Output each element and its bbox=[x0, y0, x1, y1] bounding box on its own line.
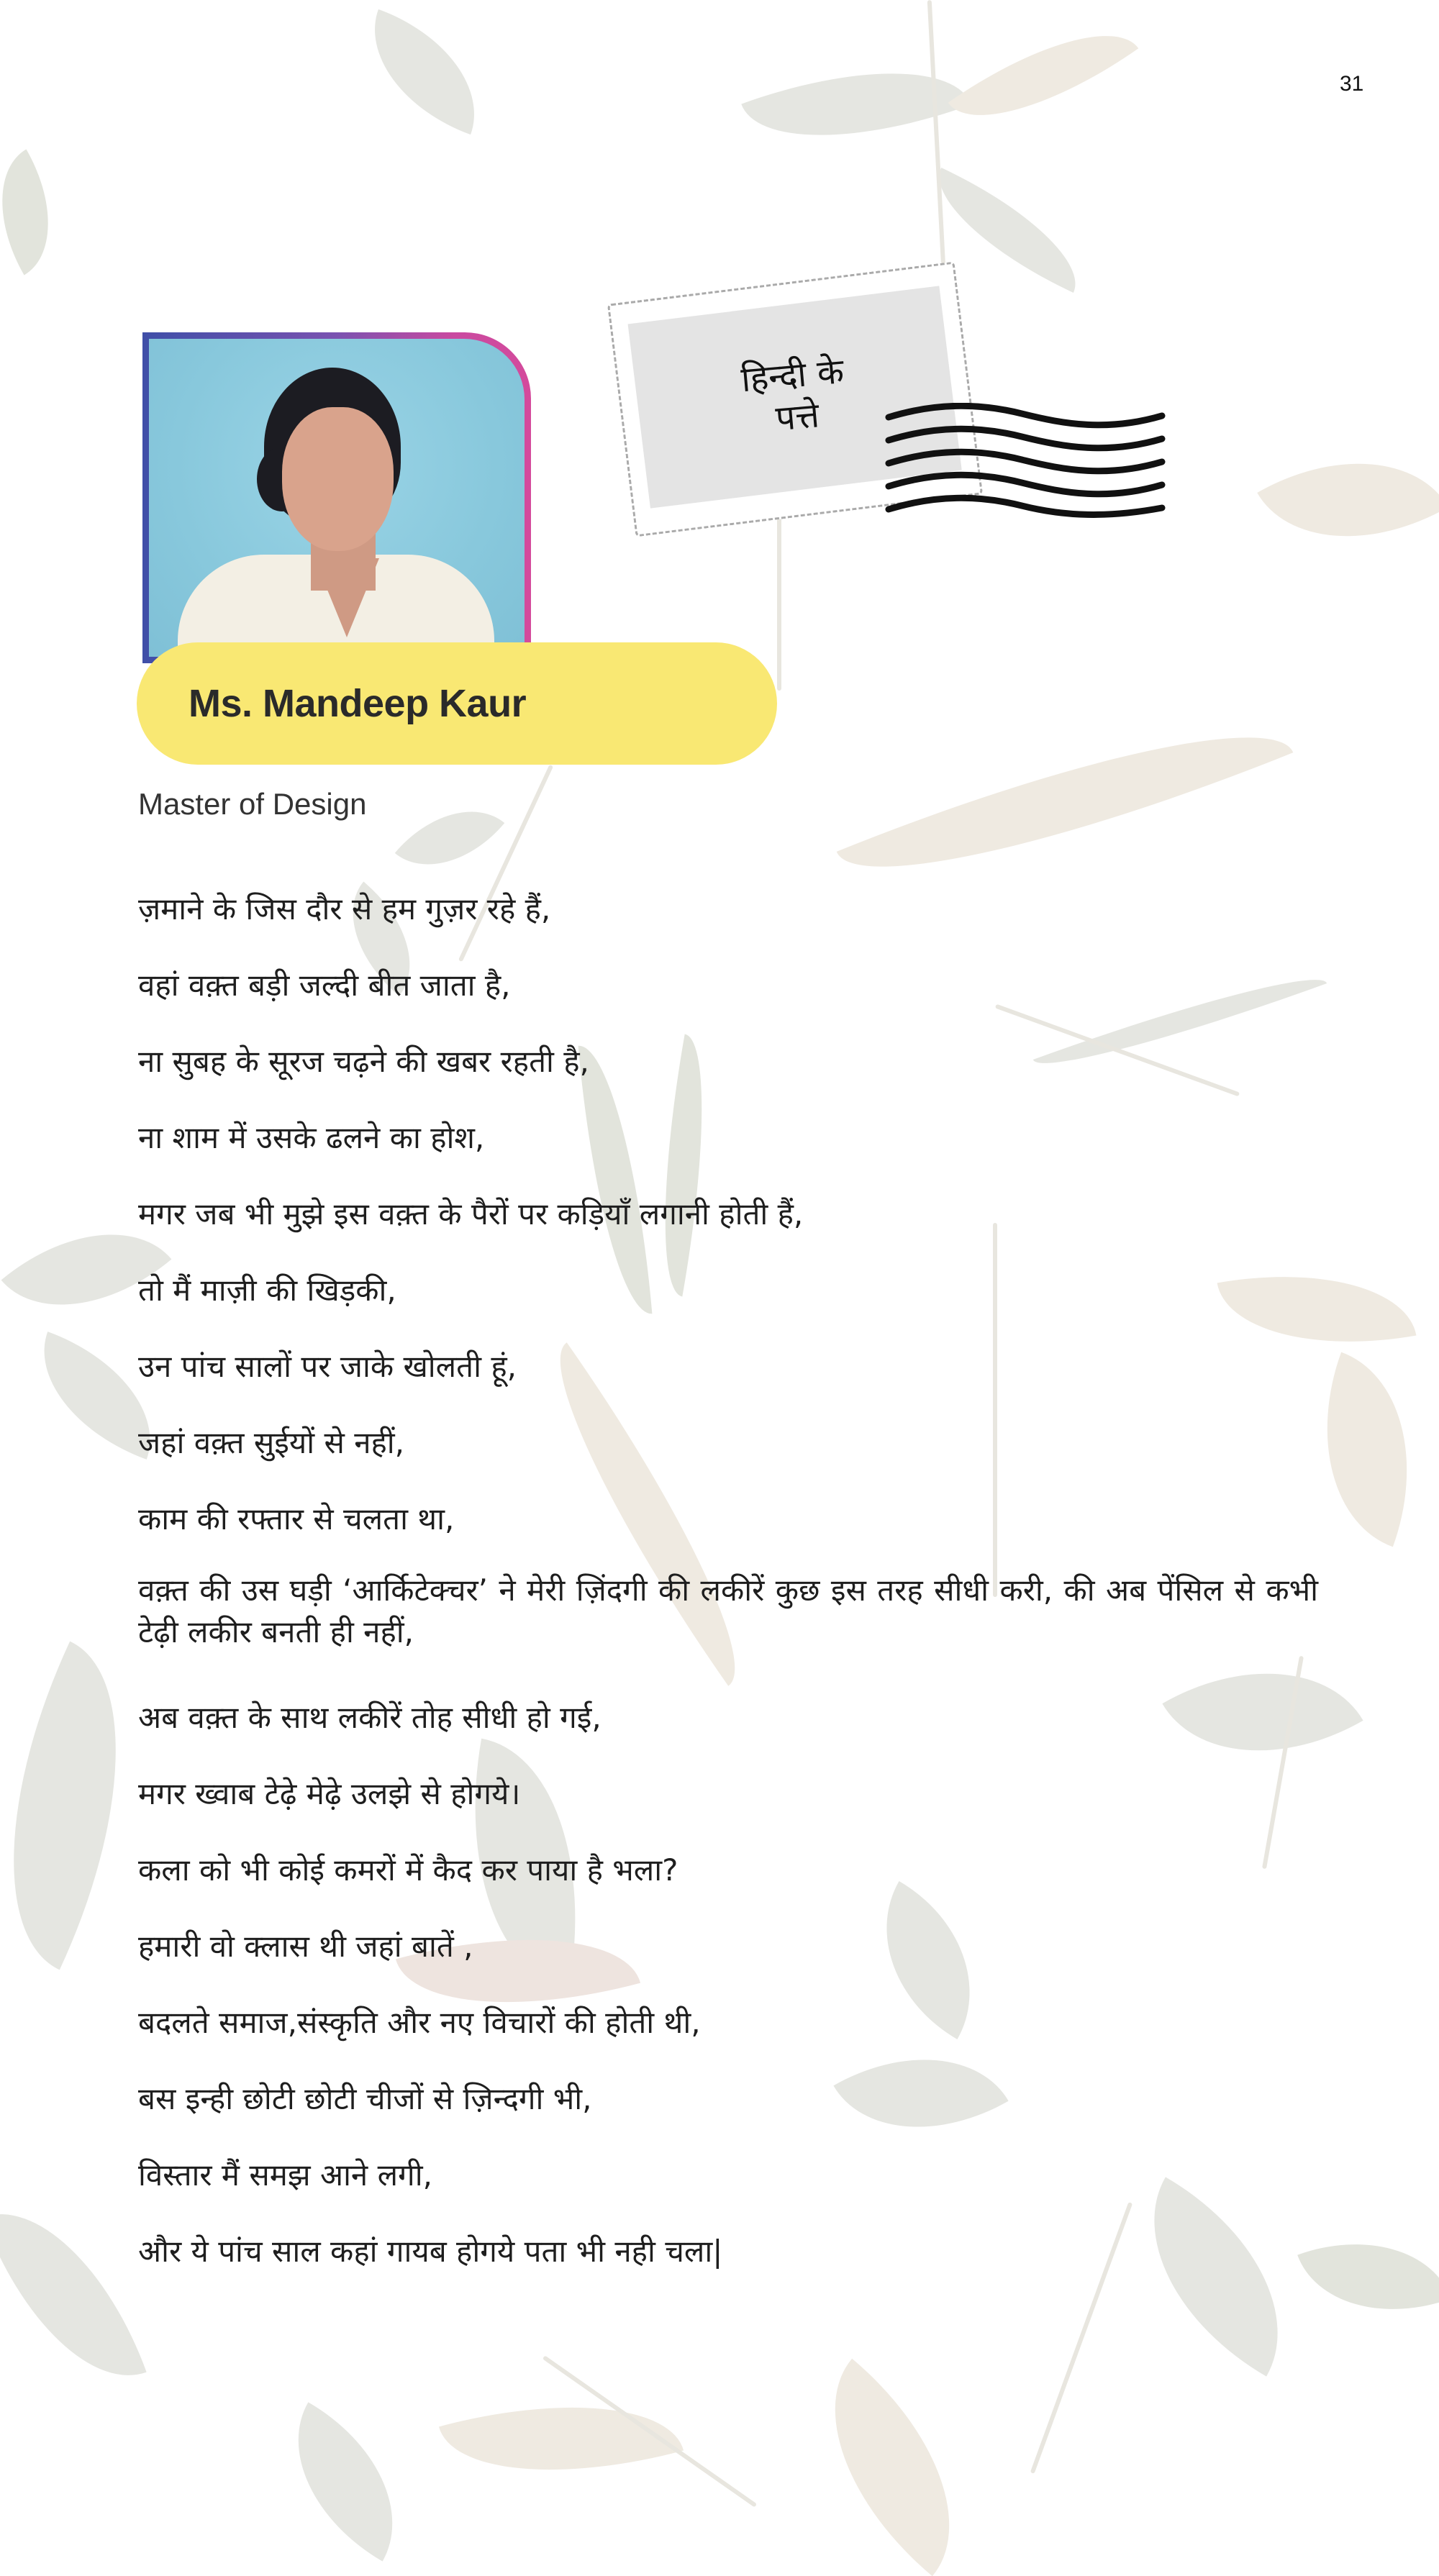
leaf-decoration bbox=[1257, 414, 1439, 586]
poem-line: विस्तार मैं समझ आने लगी, bbox=[138, 2157, 432, 2193]
photo-face bbox=[282, 407, 394, 551]
poem-line: बस इन्ही छोटी छोटी चीजों से ज़िन्दगी भी, bbox=[138, 2081, 592, 2116]
stamp-title-line1: हिन्दी के bbox=[739, 351, 845, 401]
poem-line: हमारी वो क्लास थी जहां बातें , bbox=[138, 1929, 473, 1964]
poem-line: मगर जब भी मुझे इस वक़्त के पैरों पर कड़ियाँ लगानी होती हैं, bbox=[138, 1196, 804, 1232]
poem-line: ज़माने के जिस दौर से हम गुज़र रहे हैं, bbox=[138, 891, 551, 927]
author-program: Master of Design bbox=[138, 787, 367, 821]
leaf-decoration bbox=[0, 2183, 147, 2407]
poem-line: काम की रफ्तार से चलता था, bbox=[138, 1501, 455, 1537]
leaf-decoration bbox=[778, 2359, 1006, 2576]
poem-line: और ये पांच साल कहां गायब होगये पता भी नही चला| bbox=[138, 2234, 723, 2269]
poem-line: वहां वक़्त बड़ी जल्दी बीत जाता है, bbox=[138, 968, 511, 1003]
name-banner bbox=[137, 642, 777, 765]
poem-line: जहां वक़्त सुईयों से नहीं, bbox=[138, 1425, 405, 1460]
poem-line: ना शाम में उसके ढलने का होश, bbox=[138, 1120, 485, 1155]
poem-line: तो मैं माज़ी की खिड़की, bbox=[138, 1273, 396, 1308]
leaf-decoration bbox=[439, 2367, 684, 2511]
profile-photo bbox=[149, 339, 525, 657]
author-name: Ms. Mandeep Kaur bbox=[189, 682, 527, 725]
leaf-decoration bbox=[948, 0, 1139, 155]
poem-line: कला को भी कोई कमरों में कैद कर पाया है भला? bbox=[138, 1852, 678, 1888]
poem-line: बदलते समाज,संस्कृति और नए विचारों की होती थी, bbox=[138, 2005, 701, 2040]
postmark-icon bbox=[885, 403, 1166, 518]
poem-line: मगर ख्वाब टेढ़े मेढ़े उलझे से होगये। bbox=[138, 1776, 521, 1811]
leaf-decoration bbox=[395, 781, 505, 894]
poem-body bbox=[138, 883, 1318, 2302]
page-number: 31 bbox=[1340, 72, 1364, 96]
leaf-decoration bbox=[258, 2402, 432, 2561]
poem-line: ना सुबह के सूरज चढ़ने की खबर रहती है, bbox=[138, 1044, 589, 1079]
leaf-decoration bbox=[0, 150, 80, 276]
photo-neckline bbox=[314, 558, 379, 637]
profile-photo-frame bbox=[142, 332, 531, 663]
poem-line: अब वक़्त के साथ लकीरें तोह सीधी हो गई, bbox=[138, 1700, 602, 1735]
poem-line: वक़्त की उस घड़ी ‘आर्किटेक्चर’ ने मेरी ज़िंदगी की लकीरें कुछ इस तरह सीधी करी, की अब पेंसिल से कभी टेढ़ी लकीर बनती ही नहीं, bbox=[138, 1573, 1318, 1649]
poem-line: उन पांच सालों पर जाके खोलती हूं, bbox=[138, 1349, 517, 1384]
stem-decoration bbox=[777, 504, 781, 691]
leaf-decoration bbox=[1297, 2211, 1439, 2343]
leaf-decoration bbox=[349, 9, 500, 135]
stamp-title-line2: पत्ते bbox=[773, 395, 821, 440]
